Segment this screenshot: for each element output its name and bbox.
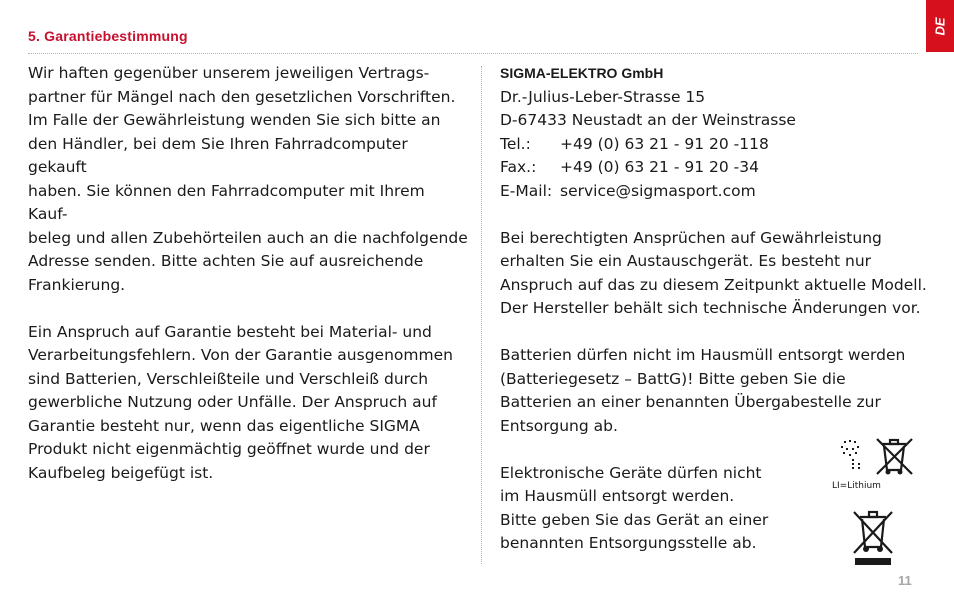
address-street: Dr.-Julius-Leber-Strasse 15	[500, 87, 706, 106]
fax-label: Fax.:	[500, 158, 537, 176]
address-city: D-67433 Neustadt an der Weinstrasse	[500, 111, 796, 129]
left-column	[28, 62, 468, 485]
language-tab-label: DE	[932, 16, 948, 36]
weee-bin-icon	[851, 509, 895, 567]
contact-tel	[500, 133, 930, 157]
email-label: E-Mail:	[500, 181, 553, 200]
header-divider	[28, 53, 918, 54]
email-value: service@sigmasport.com	[560, 181, 756, 200]
warranty-paragraph-1: Wir haften gegenüber unserem jeweiligen Vertrags- partner für Mängel nach den gesetzlichen Vorschriften. Im Falle der Gewährleistung wenden Sie sich bitte an den Händler, bei dem Sie Ihren Fahrradcomputer gekauft haben. Sie können den Fahrradcomputer mit Ihrem Kauf- beleg und allen Zubehörteilen auch an die nachfolgende Adresse senden. Bitte achten Sie auf ausreichende Frankierung.	[28, 64, 468, 294]
company-name: SIGMA-ELEKTRO GmbH	[500, 65, 664, 81]
fax-value: +49 (0) 63 21 - 91 20 -34	[560, 158, 759, 176]
tel-label: Tel.:	[500, 134, 531, 153]
contact-fax	[500, 156, 930, 180]
warranty-paragraph-2: Ein Anspruch auf Garantie besteht bei Material- und Verarbeitungsfehlern. Von der Garantie ausgenommen sind Batterien, Verschleißteile und Verschleiß durch gewerbliche Nutzung oder Unfälle. Der Anspruch auf Garantie besteht nur, wenn das eigentliche SIGMA Produkt nicht eigenmächtig geöffnet wurde und der Kaufbeleg beigefügt ist.	[28, 322, 453, 482]
section-title: 5. Garantiebestimmung	[28, 28, 188, 44]
lithium-label: LI=Lithium	[832, 481, 881, 491]
battery-disposal-paragraph: Batterien dürfen nicht im Hausmüll entsorgt werden (Batteriegesetz – BattG)! Bitte geben Sie die Batterien an einer benannten Übergabestelle zur Entsorgung ab.	[500, 346, 906, 435]
electronics-disposal-paragraph: Elektronische Geräte dürfen nicht im Hausmüll entsorgt werden. Bitte geben Sie das Gerät an einer benannten Entsorgungsstelle ab.	[500, 463, 769, 552]
crossed-bin-icon	[874, 436, 916, 476]
battery-icon	[838, 437, 874, 477]
tel-value: +49 (0) 63 21 - 91 20 -118	[560, 134, 769, 153]
page-number: 11	[898, 573, 912, 588]
exchange-paragraph: Bei berechtigten Ansprüchen auf Gewährleistung erhalten Sie ein Austauschgerät. Es besteht nur Anspruch auf das zu diesem Zeitpunkt aktuelle Modell. Der Hersteller behält sich technische Änderungen vor.	[500, 228, 927, 317]
column-divider	[481, 66, 482, 564]
contact-email	[500, 180, 930, 204]
language-tab	[926, 0, 954, 52]
